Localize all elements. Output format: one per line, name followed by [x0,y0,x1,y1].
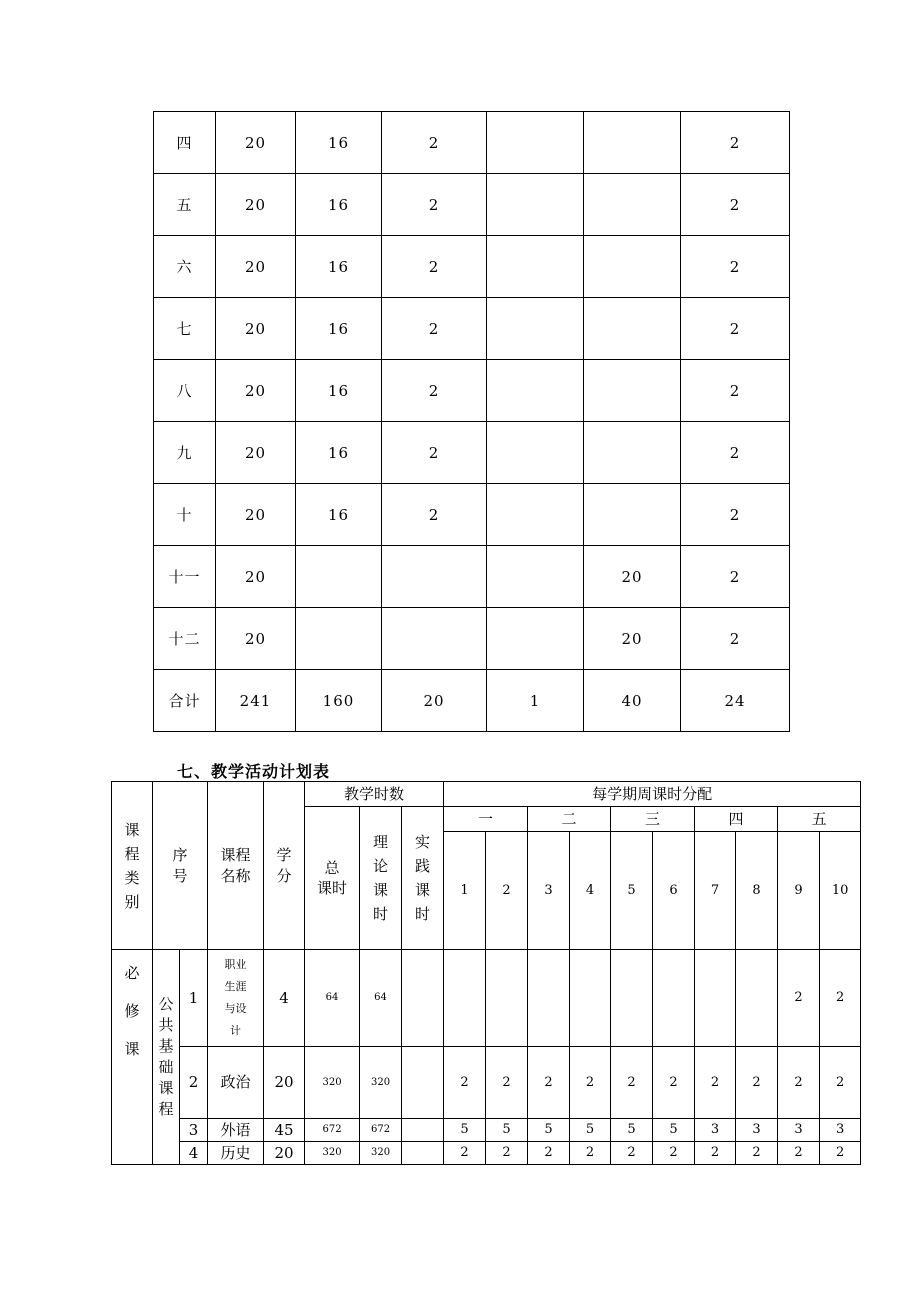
table-cell: 160 [296,670,382,732]
table-cell: 2 [382,298,487,360]
category-char: 课 [124,820,140,839]
course-credit: 20 [264,1047,305,1119]
term-hours: 3 [695,1119,736,1142]
term-hours: 3 [820,1119,861,1142]
header-theory-hours [360,807,402,950]
table-cell: 2 [382,360,487,422]
course-credit: 20 [264,1142,305,1165]
table-cell [382,546,487,608]
table-cell: 2 [681,112,790,174]
teaching-plan-table [111,781,903,1165]
row-label: 合计 [154,670,216,732]
table-cell [296,546,382,608]
category-char: 修 [124,1002,140,1020]
header-term-5: 5 [611,832,653,950]
course-name-line: 职业 [224,958,247,971]
table-cell: 2 [681,608,790,670]
total-line: 总 [324,858,340,877]
practice-char: 实 [415,833,431,851]
course-credit: 45 [264,1119,305,1142]
table-cell: 16 [296,484,382,546]
subcat-char: 课 [158,1079,174,1097]
seq-char: 号 [172,866,188,885]
course-theory-hours: 672 [360,1119,402,1142]
table-cell [584,236,681,298]
header-course-name [208,782,264,950]
header-hours-group: 教学时数 [305,782,444,807]
term-hours: 2 [444,1047,486,1119]
term-hours: 2 [820,950,861,1047]
table-cell [487,546,584,608]
term-hours: 2 [820,1047,861,1119]
course-credit: 4 [264,950,305,1047]
term-hours [611,950,653,1047]
header-year-3: 三 [611,807,695,832]
table-cell [487,298,584,360]
table-cell: 20 [216,112,296,174]
table-cell [487,112,584,174]
term-hours: 3 [778,1119,820,1142]
table-cell: 16 [296,298,382,360]
subcat-char: 程 [158,1100,174,1118]
table-row [154,112,790,174]
table-cell: 20 [216,484,296,546]
term-hours: 2 [570,1142,611,1165]
course-name-line: 课程 [220,846,251,865]
course-name-line: 与设 [224,1002,247,1015]
table-cell: 1 [487,670,584,732]
table-cell: 2 [681,236,790,298]
table-row [154,670,790,732]
course-practice-hours [402,950,444,1047]
table-cell: 2 [681,484,790,546]
course-practice-hours [402,1047,444,1119]
header-weekly-group: 每学期周课时分配 [444,782,861,807]
header-term-7: 7 [695,832,736,950]
table-row [154,174,790,236]
header-year-4: 四 [695,807,778,832]
row-label: 五 [154,174,216,236]
table-cell [487,236,584,298]
table-cell: 20 [216,422,296,484]
table-cell [487,422,584,484]
header-term-8: 8 [736,832,778,950]
table-row [154,608,790,670]
table-cell [487,174,584,236]
category-required-text [112,954,152,1068]
course-name: 历史 [208,1142,264,1165]
course-theory-hours: 320 [360,1047,402,1119]
term-hours: 2 [486,1142,528,1165]
course-name-line: 生涯 [224,980,247,993]
course-practice-hours [402,1142,444,1165]
table-cell [382,608,487,670]
course-theory-hours: 320 [360,1142,402,1165]
category-char: 类 [124,868,140,887]
table-cell: 2 [681,298,790,360]
table-cell: 16 [296,360,382,422]
row-label: 九 [154,422,216,484]
table-cell: 2 [681,546,790,608]
table-cell: 20 [216,298,296,360]
category-char: 别 [124,892,140,911]
subcategory-text [153,994,179,1120]
table-cell: 20 [584,608,681,670]
term-hours: 2 [570,1047,611,1119]
credit-char: 分 [276,866,292,885]
table-row [154,360,790,422]
term-hours: 2 [611,1047,653,1119]
course-total-hours: 672 [305,1119,360,1142]
header-total-hours-text [305,858,359,899]
header-credit [264,782,305,950]
header-term-4: 4 [570,832,611,950]
table-cell: 16 [296,174,382,236]
course-total-hours: 64 [305,950,360,1047]
row-label: 六 [154,236,216,298]
header-term-1: 1 [444,832,486,950]
category-char: 课 [124,1040,140,1058]
header-year-5: 五 [778,807,861,832]
term-hours: 5 [611,1119,653,1142]
table-cell [584,174,681,236]
header-category-text [112,818,152,914]
header-term-6: 6 [653,832,695,950]
table-row [154,546,790,608]
course-name [208,950,264,1047]
term-hours: 2 [444,1142,486,1165]
header-term-3: 3 [528,832,570,950]
term-hours: 2 [695,1142,736,1165]
row-label: 十 [154,484,216,546]
header-course-name-text [208,845,263,886]
course-no: 4 [180,1142,208,1165]
term-hours: 2 [695,1047,736,1119]
term-hours: 2 [653,1047,695,1119]
row-label: 十一 [154,546,216,608]
header-seq-text [153,845,207,886]
practice-char: 时 [415,905,431,923]
term-hours [695,950,736,1047]
header-term-9: 9 [778,832,820,950]
row-label: 四 [154,112,216,174]
course-practice-hours [402,1119,444,1142]
row-label: 十二 [154,608,216,670]
table-cell: 20 [216,546,296,608]
term-hours [528,950,570,1047]
table-cell: 2 [382,484,487,546]
term-hours: 2 [528,1047,570,1119]
course-name: 政治 [208,1047,264,1119]
table-cell: 16 [296,422,382,484]
theory-char: 课 [373,881,389,899]
table-cell: 2 [382,422,487,484]
table-row [154,484,790,546]
table-cell: 241 [216,670,296,732]
table-cell: 2 [382,236,487,298]
table-cell [487,484,584,546]
subcat-char: 公 [158,995,174,1013]
header-theory-hours-text [360,830,401,926]
header-practice-hours [402,807,444,950]
theory-char: 论 [373,857,389,875]
seq-char: 序 [172,846,188,865]
table-cell: 2 [382,174,487,236]
course-total-hours: 320 [305,1047,360,1119]
term-hours: 2 [528,1142,570,1165]
header-term-10: 10 [820,832,861,950]
table-cell [487,608,584,670]
table-cell: 2 [681,422,790,484]
table-cell: 40 [584,670,681,732]
term-hours: 5 [486,1119,528,1142]
header-seq [153,782,208,950]
table-cell [584,360,681,422]
term-hours: 2 [778,950,820,1047]
table-cell [584,112,681,174]
table-cell: 24 [681,670,790,732]
course-name: 外语 [208,1119,264,1142]
term-hours [444,950,486,1047]
table-cell: 20 [216,174,296,236]
table-cell: 2 [681,174,790,236]
table-cell: 20 [584,546,681,608]
term-hours: 2 [820,1142,861,1165]
total-line: 课时 [317,879,348,897]
weeks-summary-table [153,111,790,732]
table-cell: 20 [216,608,296,670]
course-no: 1 [180,950,208,1047]
course-no: 2 [180,1047,208,1119]
table-row [154,236,790,298]
table-cell: 2 [681,360,790,422]
table-cell: 16 [296,112,382,174]
table-cell: 16 [296,236,382,298]
course-theory-hours: 64 [360,950,402,1047]
course-name-text [208,954,263,1042]
term-hours: 2 [486,1047,528,1119]
subcategory-public-basic [153,950,180,1165]
table-cell: 20 [216,360,296,422]
term-hours: 5 [653,1119,695,1142]
header-credit-text [264,845,304,886]
section-heading: 七、教学活动计划表 [177,762,331,781]
table-cell: 20 [382,670,487,732]
category-char: 程 [124,844,140,863]
table-cell [584,484,681,546]
term-hours: 2 [611,1142,653,1165]
header-year-1: 一 [444,807,528,832]
header-term-2: 2 [486,832,528,950]
row-label: 七 [154,298,216,360]
row-label: 八 [154,360,216,422]
term-hours: 5 [528,1119,570,1142]
header-total-hours [305,807,360,950]
practice-char: 课 [415,881,431,899]
table-cell [584,422,681,484]
header-category [112,782,153,950]
subcat-char: 基 [158,1037,174,1055]
category-required [112,950,153,1165]
term-hours [736,950,778,1047]
credit-char: 学 [276,846,292,865]
header-practice-hours-text [402,830,443,926]
term-hours: 5 [570,1119,611,1142]
category-char: 必 [124,964,140,982]
course-name-line: 名称 [220,866,251,885]
table-cell [487,360,584,422]
term-hours: 5 [444,1119,486,1142]
theory-char: 理 [373,833,389,851]
term-hours [653,950,695,1047]
table-cell [584,298,681,360]
course-total-hours: 320 [305,1142,360,1165]
term-hours: 2 [736,1047,778,1119]
subcat-char: 共 [158,1016,174,1034]
term-hours: 2 [778,1142,820,1165]
term-hours: 2 [736,1142,778,1165]
term-hours: 2 [778,1047,820,1119]
header-year-2: 二 [528,807,611,832]
term-hours: 3 [736,1119,778,1142]
table-row [154,298,790,360]
table-cell: 2 [382,112,487,174]
subcat-char: 础 [158,1058,174,1076]
practice-char: 践 [415,857,431,875]
term-hours [486,950,528,1047]
theory-char: 时 [373,905,389,923]
course-no: 3 [180,1119,208,1142]
term-hours [570,950,611,1047]
table-cell: 20 [216,236,296,298]
table-row [154,422,790,484]
term-hours: 2 [653,1142,695,1165]
course-name-line: 计 [230,1024,242,1037]
table-cell [296,608,382,670]
